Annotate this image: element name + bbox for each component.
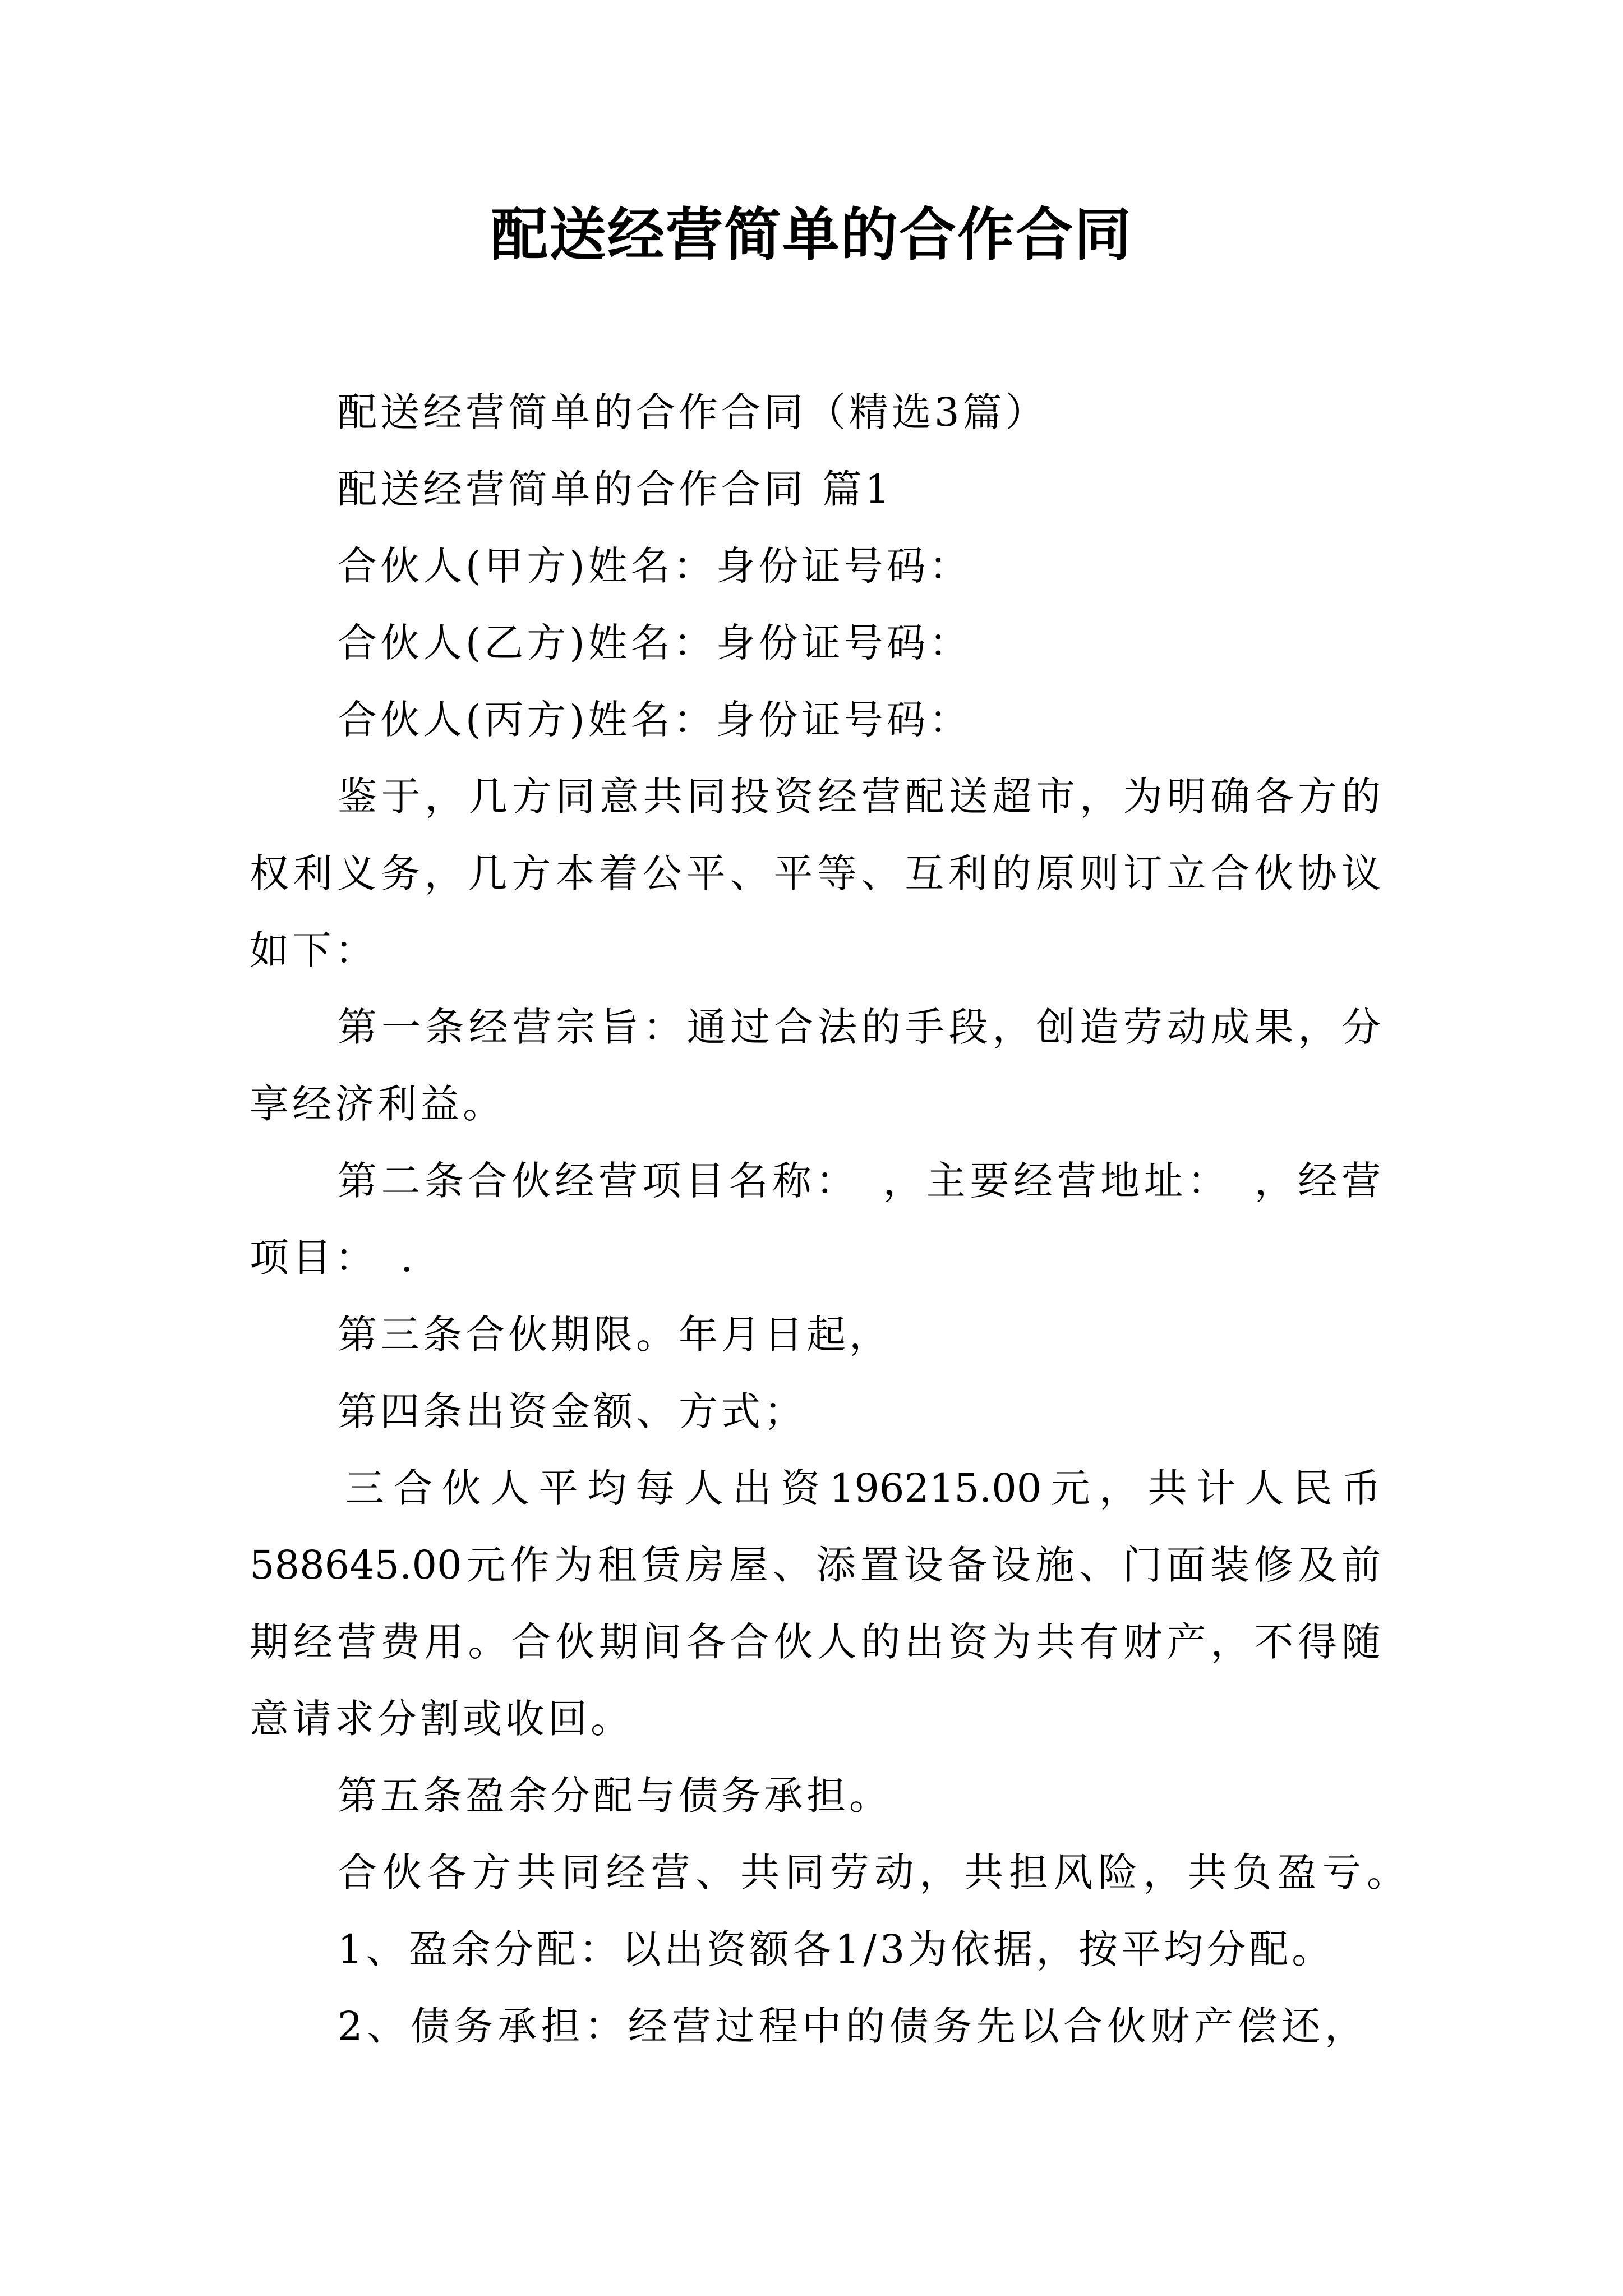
body-line-1: 配送经营简单的合作合同（精选3篇） [338, 389, 1048, 435]
body-line-15: 三合伙人平均每人出资196215.00元，共计人民币 [345, 1465, 1381, 1511]
body-line-14: 第四条出资金额、方式； [338, 1388, 806, 1434]
body-line-4: 合伙人(乙方)姓名：身份证号码： [338, 620, 972, 666]
body-line-16: 588645.00元作为租赁房屋、添置设备设施、门面装修及前 [250, 1542, 1381, 1588]
body-line-20: 合伙各方共同经营、共同劳动，共担风险，共负盈亏。 [338, 1849, 1406, 1895]
body-line-6: 鉴于，几方同意共同投资经营配送超市，为明确各方的 [338, 774, 1381, 820]
body-line-11: 第二条合伙经营项目名称： ，主要经营地址： ，经营 [338, 1158, 1381, 1204]
body-line-5: 合伙人(丙方)姓名：身份证号码： [338, 697, 972, 743]
body-line-21: 1、盈余分配：以出资额各1/3为依据，按平均分配。 [338, 1926, 1335, 1972]
body-line-7: 权利义务，几方本着公平、平等、互利的原则订立合伙协议 [250, 850, 1381, 896]
body-line-17: 期经营费用。合伙期间各合伙人的出资为共有财产，不得随 [250, 1619, 1381, 1665]
body-line-22: 2、债务承担：经营过程中的债务先以合伙财产偿还， [338, 2003, 1364, 2049]
body-line-2: 配送经营简单的合作合同 篇1 [338, 466, 893, 512]
body-line-10: 享经济利益。 [250, 1081, 505, 1127]
document-title: 配送经营简单的合作合同 [491, 202, 1132, 269]
body-line-12: 项目： . [250, 1235, 417, 1281]
body-line-19: 第五条盈余分配与债务承担。 [338, 1773, 892, 1819]
body-line-3: 合伙人(甲方)姓名：身份证号码： [338, 543, 972, 589]
body-line-9: 第一条经营宗旨：通过合法的手段，创造劳动成果，分 [338, 1004, 1381, 1050]
body-line-8: 如下： [250, 927, 377, 973]
body-line-18: 意请求分割或收回。 [250, 1696, 633, 1742]
body-line-13: 第三条合伙期限。年月日起， [338, 1312, 892, 1358]
